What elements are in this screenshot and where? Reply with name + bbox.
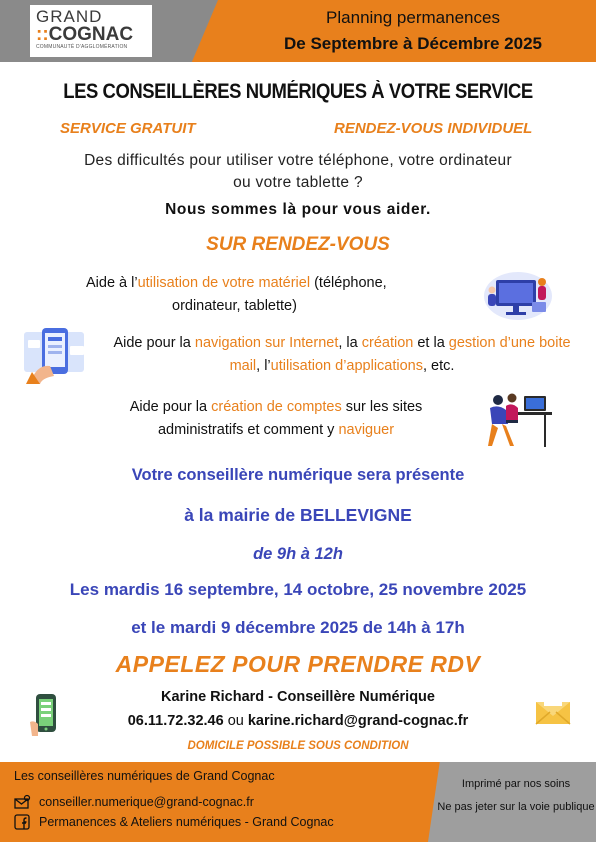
footer-facebook[interactable]: Permanences & Ateliers numériques - Grand Cognac — [39, 815, 334, 829]
footer-title: Les conseillères numériques de Grand Cognac — [14, 769, 275, 783]
presence-hours: de 9h à 12h — [253, 545, 343, 563]
computer-help-illustration — [482, 266, 554, 322]
main-title: LES CONSEILLÈRES NUMÉRIQUES À VOTRE SERVICE — [63, 80, 533, 103]
aide-materiel: Aide à l’utilisation de votre matériel (téléphone, ordinateur, tablette) — [86, 275, 387, 314]
sur-rendez-vous-title: SUR RENDEZ-VOUS — [206, 234, 390, 255]
phone-number[interactable]: 06.11.72.32.46 — [127, 713, 224, 729]
service-gratuit: SERVICE GRATUIT — [60, 120, 196, 137]
printed-note: Imprimé par nos soins — [461, 778, 571, 790]
appelez-title: APPELEZ POUR PRENDRE RDV — [115, 651, 481, 677]
facebook-icon — [14, 814, 31, 830]
presence-dates-2: et le mardi 9 décembre 2025 de 14h à 17h — [131, 618, 465, 637]
rendez-vous-individuel: RENDEZ-VOUS INDIVIDUEL — [334, 120, 533, 137]
domicile-note: DOMICILE POSSIBLE SOUS CONDITION — [187, 740, 409, 752]
presence-line1: Votre conseillère numérique sera présente — [131, 466, 465, 484]
dont-throw-note: Ne pas jeter sur la voie publique — [437, 801, 595, 813]
planning-title: Planning permanences — [326, 8, 500, 27]
aide-internet-mail: Aide pour la navigation sur Internet, la création et la gestion d’une boite mail, l’utilisation d’applications, etc. — [113, 335, 571, 374]
envelope-icon — [534, 694, 572, 726]
footer-email[interactable]: conseiller.numerique@grand-cognac.fr — [39, 795, 254, 809]
footer-email-row — [14, 794, 254, 810]
aide-comptes-administratifs: Aide pour la création de comptes sur les sites administratifs et comment y naviguer — [129, 399, 423, 438]
grand-cognac-logo: GRAND ::COGNAC COMMUNAUTÉ D'AGGLOMÉRATION — [30, 5, 152, 57]
mail-person-icon — [14, 794, 31, 810]
contact-name: Karine Richard - Conseillère Numérique — [161, 689, 435, 705]
presence-location: à la mairie de BELLEVIGNE — [184, 505, 412, 525]
intro-bold: Nous sommes là pour vous aider. — [165, 201, 431, 218]
intro-text: Des difficultés pour utiliser votre téléphone, votre ordinateur ou votre tablette ? — [84, 152, 512, 191]
planning-dates: De Septembre à Décembre 2025 — [284, 34, 542, 53]
desk-work-illustration — [482, 390, 554, 450]
contact-line: 06.11.72.32.46 ou karine.richard@grand-cognac.fr — [127, 713, 469, 729]
presence-dates-1: Les mardis 16 septembre, 14 octobre, 25 novembre 2025 — [69, 580, 527, 599]
phone-browsing-illustration — [22, 326, 92, 384]
footer-facebook-row — [14, 814, 334, 830]
email-link[interactable]: karine.richard@grand-cognac.fr — [247, 713, 469, 729]
